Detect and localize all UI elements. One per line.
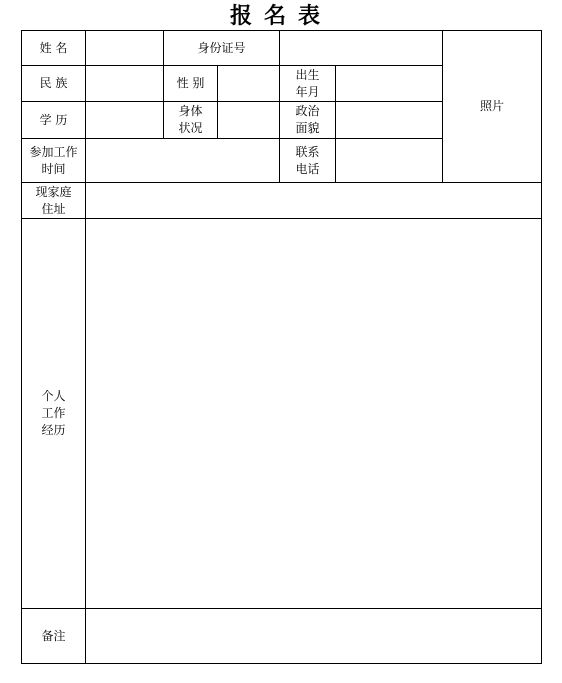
- work-start-field[interactable]: [85, 138, 280, 183]
- form-title: 报名表: [229, 3, 332, 29]
- work-history-field[interactable]: [85, 218, 542, 609]
- remarks-label: 备注: [21, 608, 86, 664]
- name-label: 姓 名: [21, 30, 86, 66]
- photo-box[interactable]: 照片: [442, 30, 542, 183]
- gender-label: 性 别: [163, 65, 218, 102]
- political-status-label: 政治 面貌: [279, 101, 336, 139]
- address-field[interactable]: [85, 182, 542, 219]
- education-field[interactable]: [85, 101, 164, 139]
- ethnicity-label: 民 族: [21, 65, 86, 102]
- name-field[interactable]: [85, 30, 164, 66]
- work-start-label: 参加工作 时间: [21, 138, 86, 183]
- gender-field[interactable]: [217, 65, 280, 102]
- address-label: 现家庭 住址: [21, 182, 86, 219]
- phone-label: 联系 电话: [279, 138, 336, 183]
- birth-date-label: 出生 年月: [279, 65, 336, 102]
- education-label: 学 历: [21, 101, 86, 139]
- id-number-field[interactable]: [279, 30, 443, 66]
- health-label: 身体 状况: [163, 101, 218, 139]
- political-status-field[interactable]: [335, 101, 443, 139]
- remarks-field[interactable]: [85, 608, 542, 664]
- phone-field[interactable]: [335, 138, 443, 183]
- ethnicity-field[interactable]: [85, 65, 164, 102]
- id-number-label: 身份证号: [163, 30, 280, 66]
- health-field[interactable]: [217, 101, 280, 139]
- birth-date-field[interactable]: [335, 65, 443, 102]
- work-history-label: 个人 工作 经历: [21, 218, 86, 609]
